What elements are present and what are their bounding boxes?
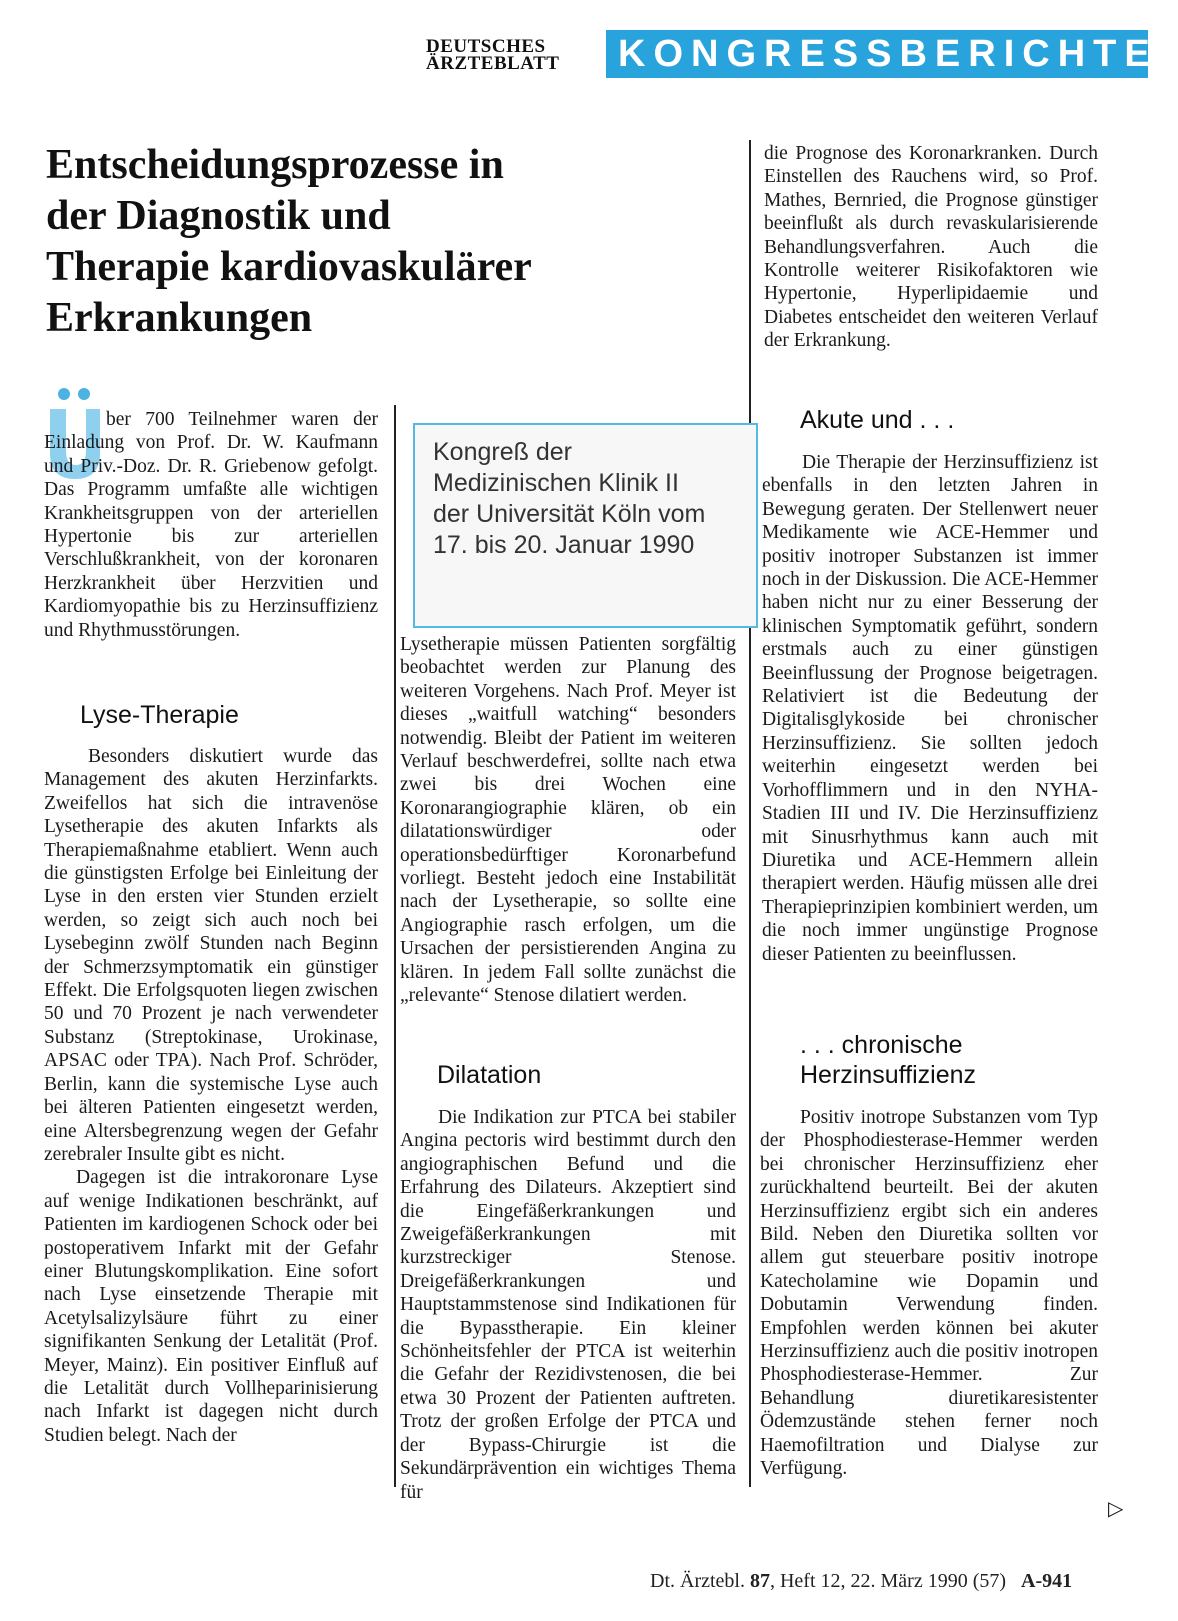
- continue-arrow-icon: ▷: [1108, 1496, 1124, 1520]
- column-2-lower: [400, 1106, 736, 1504]
- page-footer: [650, 1570, 1072, 1593]
- paragraph: Die Therapie der Herzinsuffizienz ist ebenfalls in den letzten Jahren in Bewegung geraten. Der Stellenwert neuer Medikamente wie ACE-Hemmer und positiv inotroper Substanzen ist immer noch in der Diskussion. Die ACE-Hemmer haben nicht nur zu einer Besserung der klinischen Symptomatik geführt, sondern erstmals auch zu einer günstigen Beeinflussung der Prognose beigetragen. Relativiert ist die Bedeutung der Digitalisglykoside bei chronischer Herzinsuffizienz. Sie sollten jedoch weiterhin eingesetzt werden bei Vorhofflimmern und in den NYHA-Stadien III und IV. Die Herzinsuffizienz mit Sinusrhythmus kann auch mit Diuretika und ACE-Hemmern allein therapiert werden. Häufig müssen alle drei Therapieprinzipien kombiniert werden, um die noch immer ungünstige Prognose dieser Patienten zu beeinflussen.: [762, 452, 1098, 965]
- column-3-lower: [760, 1106, 1098, 1481]
- section-heading-akute: Akute und . . .: [800, 406, 955, 434]
- page-number: A-941: [1021, 1570, 1073, 1592]
- column-3: [764, 142, 1098, 353]
- column-2: [400, 633, 736, 1008]
- paragraph: Die Indikation zur PTCA bei stabiler Angina pectoris wird bestimmt durch den angiographischen Befund und die Erfahrung des Dilateurs. Akzeptiert sind die Eingefäßerkrankungen und Zweigefäßerkrankungen mit kurzstreckiger Stenose. Dreigefäßerkrankungen und Hauptstammstenose sind Indikationen für die Bypasstherapie. Ein kleiner Schönheitsfehler der PTCA ist weiterhin die Gefahr der Rezidivstenosen, die bei etwa 30 Prozent der Patienten auftreten. Trotz der großen Erfolge der PTCA und der Bypass-Chirurgie ist die Sekundärprävention ein wichtiges Thema für: [400, 1107, 736, 1503]
- footer-journal: Dt. Ärztebl.: [650, 1570, 745, 1592]
- logo-line1: DEUTSCHES: [426, 36, 546, 57]
- section-heading-lyse: Lyse-Therapie: [80, 701, 239, 729]
- info-line: 17. bis 20. Januar 1990: [433, 531, 695, 559]
- section-heading-chronische: [800, 1030, 976, 1090]
- congress-info-box: [413, 423, 758, 628]
- heading-line: . . . chronische: [800, 1031, 963, 1059]
- info-line: Medizinischen Klinik II: [433, 469, 679, 497]
- paragraph: Besonders diskutiert wurde das Management des akuten Herzinfarkts. Zweifellos hat sich die intravenöse Lysetherapie des akuten Infarkts als Therapiemaßnahme etabliert. Wenn auch die günstigsten Erfolge bei Einleitung der Lyse in den ersten vier Stunden erzielt werden, so zeigt sich auch noch bei Lysebeginn zwölf Stunden nach Beginn der Schmerzsymptomatik ein günstiger Effekt. Die Erfolgsquoten liegen zwischen 50 und 70 Prozent je nach verwendeter Substanz (Streptokinase, Urokinase, APSAC oder TPA). Nach Prof. Schröder, Berlin, kann die systemische Lyse auch bei älteren Patienten eingesetzt werden, eine Altersbegrenzung wegen der Gefahr zerebraler Insulte gibt es nicht.: [44, 746, 378, 1165]
- title-line: Erkrankungen: [46, 295, 313, 341]
- footer-issue: , Heft 12, 22. März 1990 (57): [769, 1570, 1007, 1592]
- column-rule-right: [749, 140, 751, 1487]
- section-banner: KONGRESSBERICHTE: [606, 30, 1148, 78]
- article-title: [46, 140, 736, 344]
- paragraph: Lysetherapie müssen Patienten sorgfältig beobachtet werden zur Planung des weiteren Vorgehens. Nach Prof. Meyer ist dieses „waitfull watching“ besonders notwendig. Bleibt der Patient im weiteren Verlauf beschwerdefrei, sollte nach etwa zwei bis drei Wochen eine Koronarangiographie klären, ob ein dilatationswürdiger oder operationsbedürftiger Koronarbefund vorliegt. Besteht jedoch eine Instabilität nach der Lysetherapie, so sollte eine Angiographie rasch erfolgen, um die Ursachen der persistierenden Angina zu klären. In jedem Fall sollte zunächst die „relevante“ Stenose dilatiert werden.: [400, 634, 736, 1007]
- title-line: der Diagnostik und: [46, 193, 391, 239]
- column-rule-left: [394, 405, 396, 1487]
- column-1: [44, 408, 378, 642]
- section-heading-dilatation: Dilatation: [437, 1061, 542, 1089]
- info-line: der Universität Köln vom: [433, 500, 706, 528]
- dropcap-text: Ü: [44, 370, 56, 387]
- info-line: Kongreß der: [433, 438, 572, 466]
- title-line: Entscheidungsprozesse in: [46, 142, 504, 188]
- title-line: Therapie kardiovaskulärer: [46, 244, 532, 290]
- intro-paragraph: ber 700 Teilnehmer waren der Einladung von Prof. Dr. W. Kaufmann und Priv.-Doz. Dr. R. Griebenow gefolgt. Das Programm umfaßte alle wichtigen Krankheitsgruppen von der arteriellen Hypertonie bis zur arteriellen Verschlußkrankheit, von der koronaren Herzkrankheit über Herzvitien und Kardiomyopathie bis zu Herzinsuffizienz und Rhythmusstörungen.: [44, 409, 378, 641]
- column-3-mid: [762, 451, 1098, 966]
- column-1-lower: [44, 745, 378, 1447]
- footer-volume: 87: [749, 1570, 770, 1592]
- heading-line: Herzinsuffizienz: [800, 1061, 977, 1089]
- journal-logo: [426, 38, 594, 72]
- paragraph: Dagegen ist die intrakoronare Lyse auf wenige Indikationen beschränkt, auf Patienten im kardiogenen Schock oder bei postoperativem Infarkt mit der Gefahr einer Blutungskomplikation. Eine sofort nach Lyse einsetzende Therapie mit Acetylsalizylsäure führt zu einer signifikanten Senkung der Letalität (Prof. Meyer, Mainz). Ein positiver Einfluß auf die Letalität durch Vollheparinisierung nach Infarkt ist dagegen nicht durch Studien belegt. Nach der: [44, 1167, 378, 1446]
- paragraph: Positiv inotrope Substanzen vom Typ der Phosphodiesterase-Hemmer werden bei chronischer Herzinsuffizienz eher zurückhaltend beurteilt. Bei der akuten Herzinsuffizienz ergibt sich ein anderes Bild. Neben den Diuretika sollten vor allem gut steuerbare positiv inotrope Katecholamine wie Dopamin und Dobutamin Verwendung finden. Empfohlen werden können bei akuter Herzinsuffizienz auch die positiv inotropen Phosphodiesterase-Hemmer. Zur Behandlung diuretikaresistenter Ödemzustände stehen ferner noch Haemofiltration und Dialyse zur Verfügung.: [760, 1107, 1098, 1480]
- paragraph: die Prognose des Koronarkranken. Durch Einstellen des Rauchens wird, so Prof. Mathes, Bernried, die Prognose günstiger beeinflußt als durch revaskularisierende Behandlungsverfahren. Auch die Kontrolle weiterer Risikofaktoren wie Hypertonie, Hyperlipidaemie und Diabetes entscheidet den weiteren Verlauf der Erkrankung.: [764, 143, 1098, 352]
- logo-line2: ÄRZTEBLATT: [426, 53, 560, 74]
